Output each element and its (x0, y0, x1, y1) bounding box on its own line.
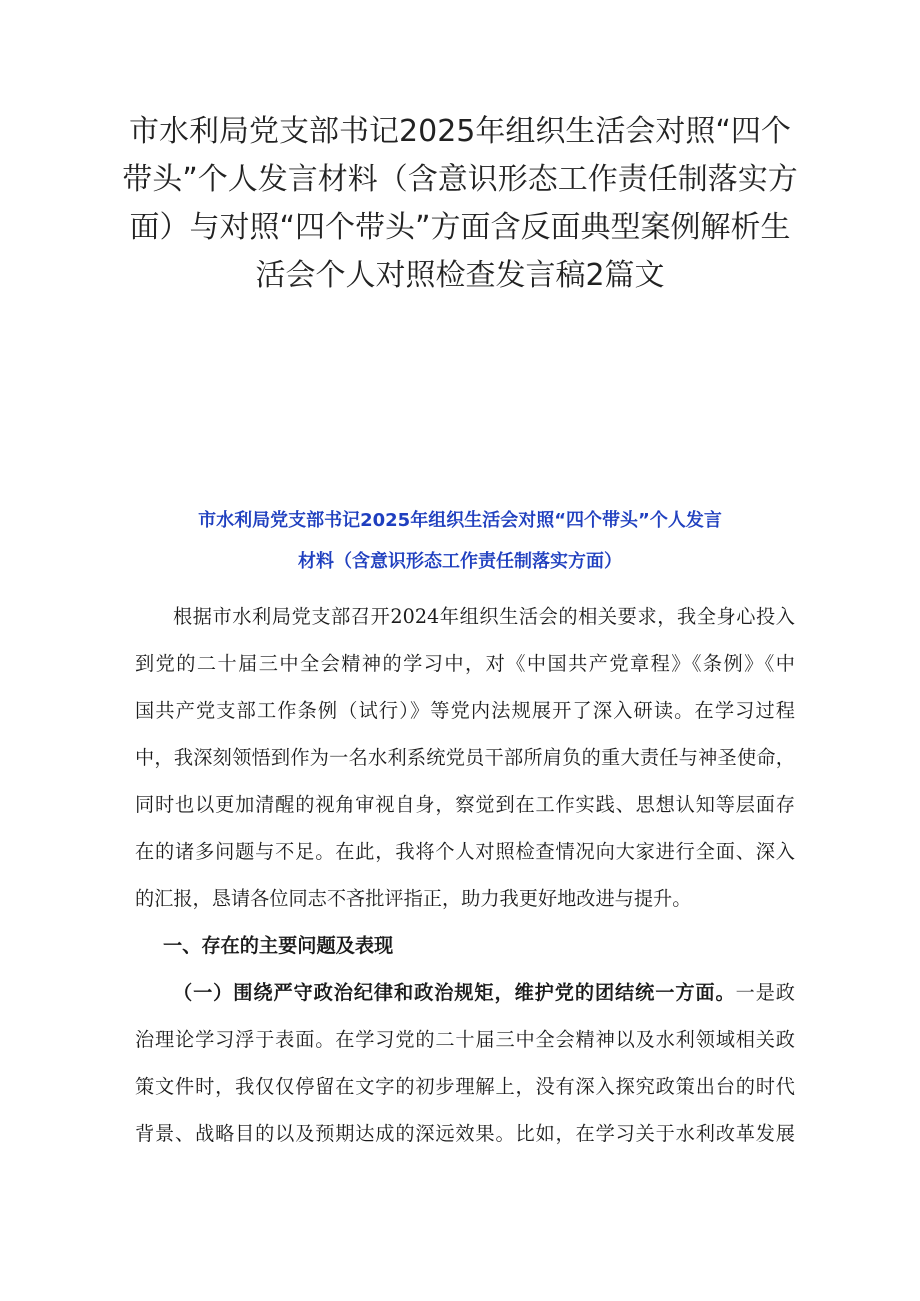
intro-line: 同时也以更加清醒的视角审视自身，察觉到在工作实践、思想认知等层面存 (135, 793, 795, 816)
cover-title-line: 面）与对照“四个带头”方面含反面典型案例解析生 (129, 210, 791, 245)
subsection-heading: （一）围绕严守政治纪律和政治规矩，维护党的团结统一方面。 (173, 981, 736, 1004)
article-body (135, 593, 795, 1157)
cover-title-line: 活会个人对照检查发言稿2篇文 (255, 258, 665, 293)
article-title-line: 市水利局党支部书记2025年组织生活会对照“四个带头”个人发言 (198, 510, 722, 531)
cover-title (120, 108, 800, 300)
intro-line: 的汇报，恳请各位同志不吝批评指正，助力我更好地改进与提升。 (135, 887, 692, 910)
subsection-line: 策文件时，我仅仅停留在文字的初步理解上，没有深入探究政策出台的时代 (135, 1075, 795, 1098)
intro-line: 中，我深刻领悟到作为一名水利系统党员干部所肩负的重大责任与神圣使命， (135, 746, 795, 769)
intro-line: 到党的二十届三中全会精神的学习中，对《中国共产党章程》《条例》《中 (135, 652, 795, 675)
article-title (120, 500, 800, 582)
subsection-line: 治理论学习浮于表面。在学习党的二十届三中全会精神以及水利领域相关政 (135, 1028, 795, 1051)
cover-title-line: 带头”个人发言材料（含意识形态工作责任制落实方 (122, 162, 798, 197)
intro-line: 根据市水利局党支部召开2024年组织生活会的相关要求，我全身心投入 (173, 605, 795, 628)
subsection-text-tail: 一是政 (735, 981, 795, 1004)
article-title-line: 材料（含意识形态工作责任制落实方面） (298, 551, 622, 572)
subsection-first-line (135, 969, 795, 1016)
intro-line: 在的诸多问题与不足。在此，我将个人对照检查情况向大家进行全面、深入 (135, 840, 795, 863)
subsection-line: 背景、战略目的以及预期达成的深远效果。比如，在学习关于水利改革发展 (135, 1122, 795, 1145)
intro-line: 国共产党支部工作条例（试行）》等党内法规展开了深入研读。在学习过程 (135, 699, 795, 722)
cover-title-line: 市水利局党支部书记2025年组织生活会对照“四个 (129, 114, 791, 149)
section-heading: 一、存在的主要问题及表现 (163, 934, 394, 957)
